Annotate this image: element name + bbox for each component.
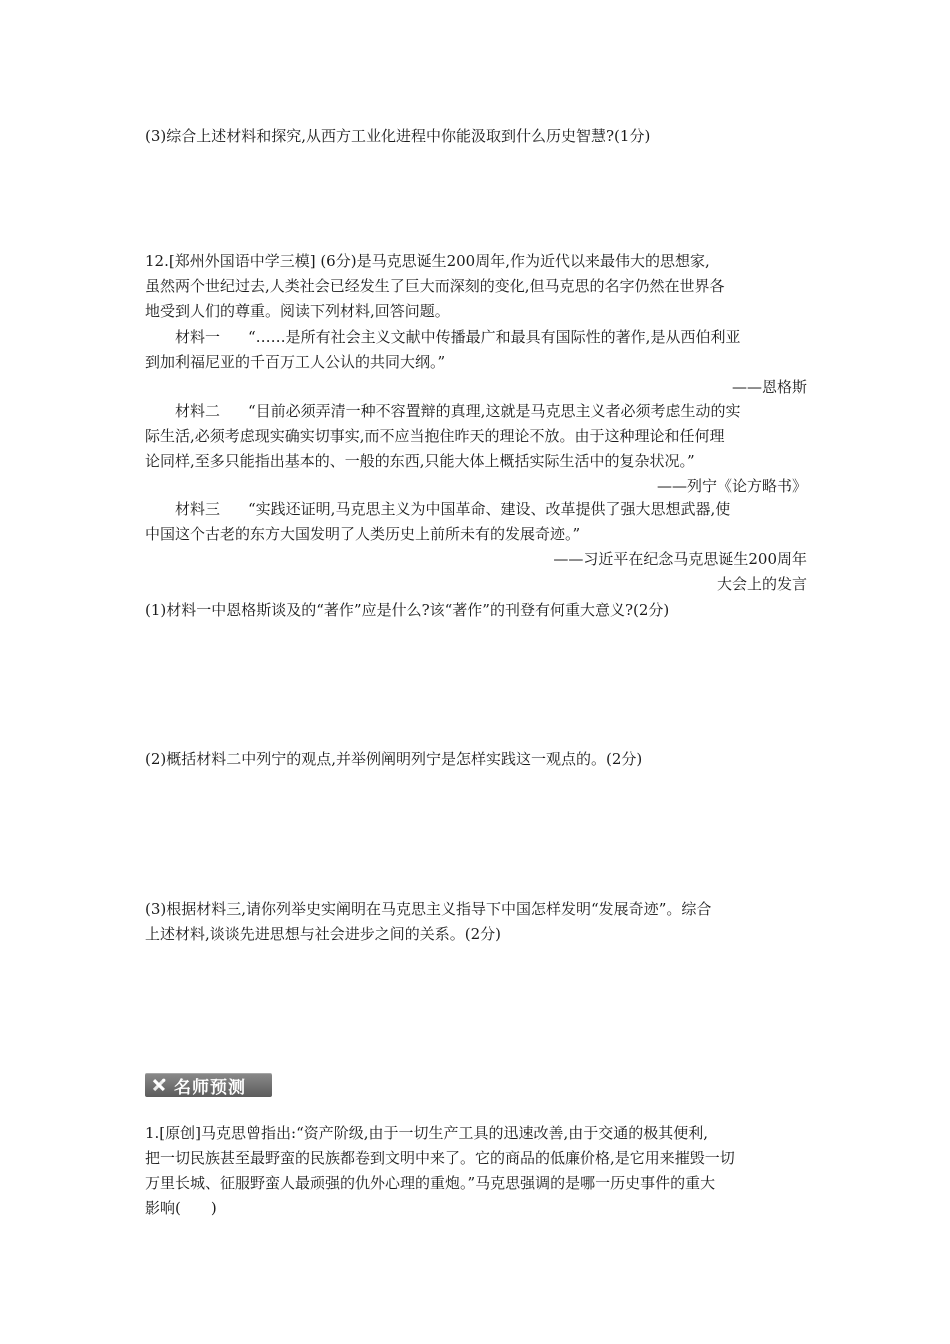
material-text: “目前必须弄清一种不容置辩的真理,这就是马克思主义者必须考虑生动的实: [248, 402, 741, 420]
material-line: 论同样,至多只能指出基本的、一般的东西,只能大体上概括实际生活中的复杂状况。”: [145, 452, 695, 470]
q12-part1: [145, 598, 807, 623]
question-text: 1.[原创]马克思曾指出:“资产阶级,由于一切生产工具的迅速改善,由于交通的极其便利,: [145, 1124, 709, 1142]
material-two: [145, 399, 807, 499]
material-line: [145, 399, 807, 424]
material-line: 到加利福尼亚的千百万工人公认的共同大纲。”: [145, 353, 446, 371]
q12-part3: [145, 897, 807, 947]
material-source: ——恩格斯: [731, 378, 807, 396]
section-title: 名师预测: [174, 1077, 246, 1098]
question-text: 影响( ): [145, 1199, 217, 1217]
material-line: [145, 497, 807, 522]
material-line: 中国这个古老的东方大国发明了人类历史上前所未有的发展奇迹。”: [145, 525, 581, 543]
material-label: 材料二: [175, 402, 221, 420]
question-text: 地受到人们的尊重。阅读下列材料,回答问题。: [145, 302, 450, 320]
material-label: 材料一: [175, 328, 221, 346]
question-text: 把一切民族甚至最野蛮的民族都卷到文明中来了。它的商品的低廉价格,是它用来摧毁一切: [145, 1149, 735, 1167]
q12-intro: [145, 249, 807, 324]
material-source: 大会上的发言: [716, 575, 807, 593]
q11-part3: [145, 124, 807, 149]
material-text: “实践还证明,马克思主义为中国革命、建设、改革提供了强大思想武器,使: [248, 500, 731, 518]
material-one: [145, 325, 807, 400]
material-three: [145, 497, 807, 597]
material-label: 材料三: [175, 500, 221, 518]
question-text: 万里长城、征服野蛮人最顽强的仇外心理的重炮。”马克思强调的是哪一历史事件的重大: [145, 1174, 716, 1192]
question-text: (3)根据材料三,请你列举史实阐明在马克思主义指导下中国怎样发明“发展奇迹”。综合: [145, 900, 712, 918]
q12-part2: [145, 747, 807, 772]
section-badge: [145, 1073, 272, 1097]
question-text: (1)材料一中恩格斯谈及的“著作”应是什么?该“著作”的刊登有何重大意义?(2分): [145, 601, 670, 619]
question-text: 虽然两个世纪过去,人类社会已经发生了巨大而深刻的变化,但马克思的名字仍然在世界各: [145, 277, 725, 295]
material-source: ——列宁《论方略书》: [656, 477, 807, 495]
material-text: “……是所有社会主义文献中传播最广和最具有国际性的著作,是从西伯利亚: [248, 328, 741, 346]
q1: [145, 1121, 807, 1221]
question-text: (3)综合上述材料和探究,从西方工业化进程中你能汲取到什么历史智慧?(1分): [145, 127, 651, 145]
question-text: 12.[郑州外国语中学三模] (6分)是马克思诞生200周年,作为近代以来最伟大的思想家,: [145, 252, 710, 270]
material-line: [145, 325, 807, 350]
pencil-ruler-icon: [150, 1076, 168, 1094]
material-source: ——习近平在纪念马克思诞生200周年: [553, 550, 807, 568]
question-text: (2)概括材料二中列宁的观点,并举例阐明列宁是怎样实践这一观点的。(2分): [145, 750, 643, 768]
question-text: 上述材料,谈谈先进思想与社会进步之间的关系。(2分): [145, 925, 502, 943]
material-line: 际生活,必须考虑现实确实切事实,而不应当抱住昨天的理论不放。由于这种理论和任何理: [145, 427, 725, 445]
